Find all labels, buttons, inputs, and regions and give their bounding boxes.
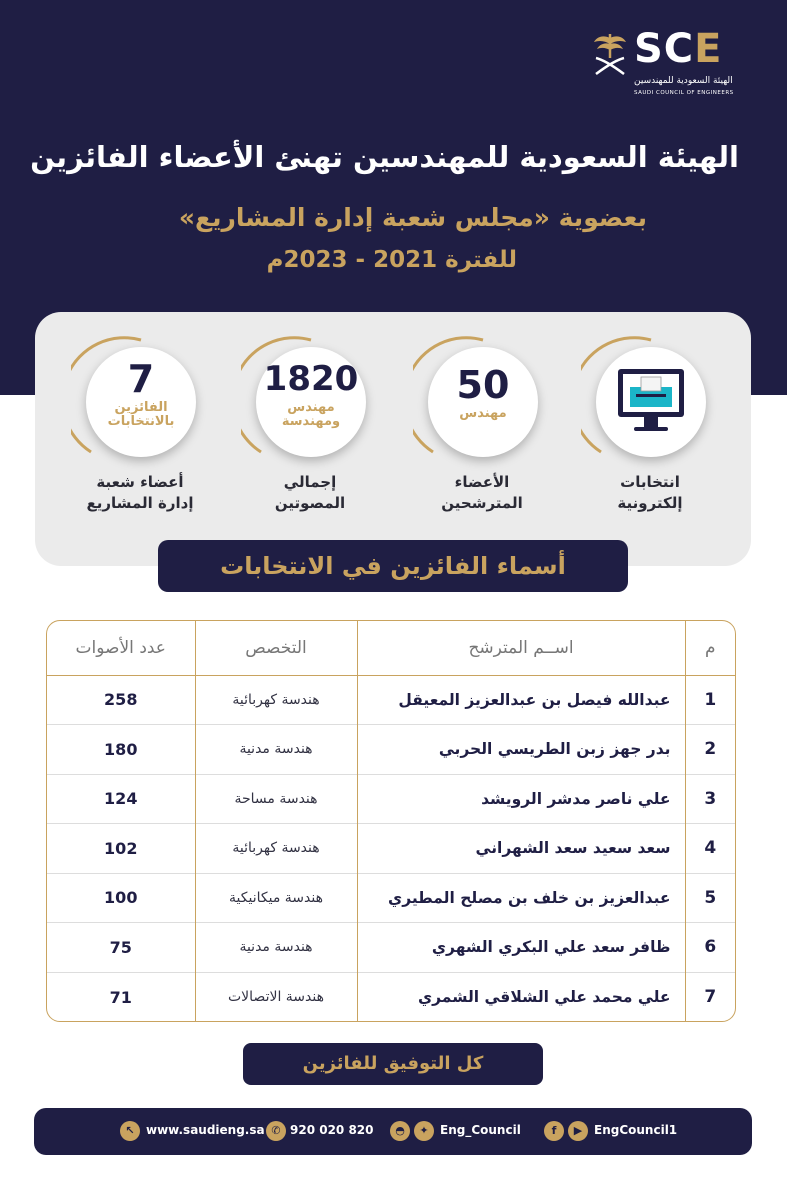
table-header-row [47, 621, 735, 675]
row-name: علي ناصر مدشر الرويشد [357, 774, 685, 824]
stat-voters [235, 312, 385, 566]
table-row [47, 725, 735, 775]
headline: الهيئة السعودية للمهندسين تهنئ الأعضاء الفائزين [30, 140, 739, 174]
row-votes: 124 [47, 774, 195, 824]
stat-circle [256, 347, 366, 457]
header-votes: عدد الأصوات [47, 621, 195, 675]
section-title: أسماء الفائزين في الانتخابات [158, 540, 628, 592]
row-votes: 75 [47, 923, 195, 973]
table-row [47, 873, 735, 923]
footer-phone[interactable]: 920 020 820 [290, 1123, 374, 1137]
table-row [47, 675, 735, 725]
row-votes: 100 [47, 873, 195, 923]
stat-unit: مهندس ومهندسة [281, 400, 341, 429]
stat-circle [86, 347, 196, 457]
phone-icon: ✆ [266, 1121, 286, 1141]
stats-card [35, 312, 751, 566]
footer-website[interactable]: www.saudieng.sa [146, 1123, 265, 1137]
row-spec: هندسة مساحة [195, 774, 357, 824]
row-votes: 102 [47, 824, 195, 874]
facebook-icon: f [544, 1121, 564, 1141]
header-name: اســم المترشح [357, 621, 685, 675]
table-row [47, 972, 735, 1022]
table-row [47, 824, 735, 874]
footer-social-council1[interactable]: EngCouncil1 [594, 1123, 678, 1137]
closing-banner: كل التوفيق للفائزين [243, 1043, 543, 1085]
stat-winners [65, 312, 215, 566]
youtube-icon: ▶ [568, 1121, 588, 1141]
table-row [47, 774, 735, 824]
stat-number: 1820 [263, 359, 359, 399]
row-spec: هندسة كهربائية [195, 675, 357, 725]
period: للفترة 2021 - 2023م [266, 247, 517, 273]
row-num: 2 [685, 725, 735, 775]
row-name: عبدالعزيز بن خلف بن مصلح المطيري [357, 873, 685, 923]
row-votes: 258 [104, 690, 138, 710]
stat-caption: الأعضاء المترشحين [441, 473, 523, 512]
footer-social-council[interactable]: Eng_Council [440, 1123, 521, 1137]
row-num: 5 [685, 873, 735, 923]
twitter-icon: ✦ [414, 1121, 434, 1141]
stat-electronic-elections [575, 312, 725, 566]
stat-candidates [407, 312, 557, 566]
row-num: 3 [685, 774, 735, 824]
header-spec: التخصص [195, 621, 357, 675]
stat-number: 50 [456, 363, 510, 407]
sce-logo [590, 24, 750, 104]
row-num: 4 [685, 824, 735, 874]
stat-circle [428, 347, 538, 457]
row-name: عبدالله فيصل بن عبدالعزيز المعيقل [357, 675, 685, 725]
stat-caption: إجمالي المصوتين [274, 473, 346, 512]
row-spec: هندسة مدنية [195, 725, 357, 775]
row-votes: 71 [47, 972, 195, 1022]
stat-caption: انتخابات إلكترونية [617, 473, 683, 512]
snapchat-icon: ◓ [390, 1121, 410, 1141]
palm-swords-emblem-icon [590, 30, 630, 80]
logo-arabic-name: الهيئة السعودية للمهندسين [634, 76, 733, 86]
row-num: 6 [685, 923, 735, 973]
stat-circle [596, 347, 706, 457]
logo-english-name: SAUDI COUNCIL OF ENGINEERS [634, 90, 734, 96]
row-spec: هندسة مدنية [195, 923, 357, 973]
row-num: 1 [685, 675, 735, 725]
row-name: بدر جهز زبن الطريسي الحربي [357, 725, 685, 775]
computer-icon [596, 347, 706, 457]
row-votes: 180 [47, 725, 195, 775]
row-name: ظافر سعد علي البكري الشهري [357, 923, 685, 973]
row-num: 7 [685, 972, 735, 1022]
cursor-click-icon: ↖ [120, 1121, 140, 1141]
logo-letters: SCE [634, 26, 723, 72]
stat-unit: مهندس [459, 406, 507, 421]
header-num: م [685, 621, 735, 675]
row-spec: هندسة الاتصالات [195, 972, 357, 1022]
row-name: سعد سعيد سعد الشهراني [357, 824, 685, 874]
table-row [47, 923, 735, 973]
row-name: علي محمد علي الشلاقي الشمري [357, 972, 685, 1022]
stat-number: 7 [127, 357, 155, 401]
winners-table [46, 620, 736, 1022]
row-spec: هندسة ميكانيكية [195, 873, 357, 923]
footer-bar [34, 1108, 752, 1155]
row-spec: هندسة كهربائية [195, 824, 357, 874]
stat-caption: أعضاء شعبة إدارة المشاريع [86, 473, 194, 512]
stat-unit: الفائزين بالانتخابات [107, 400, 175, 429]
subline: بعضوية «مجلس شعبة إدارة المشاريع» [178, 203, 647, 232]
